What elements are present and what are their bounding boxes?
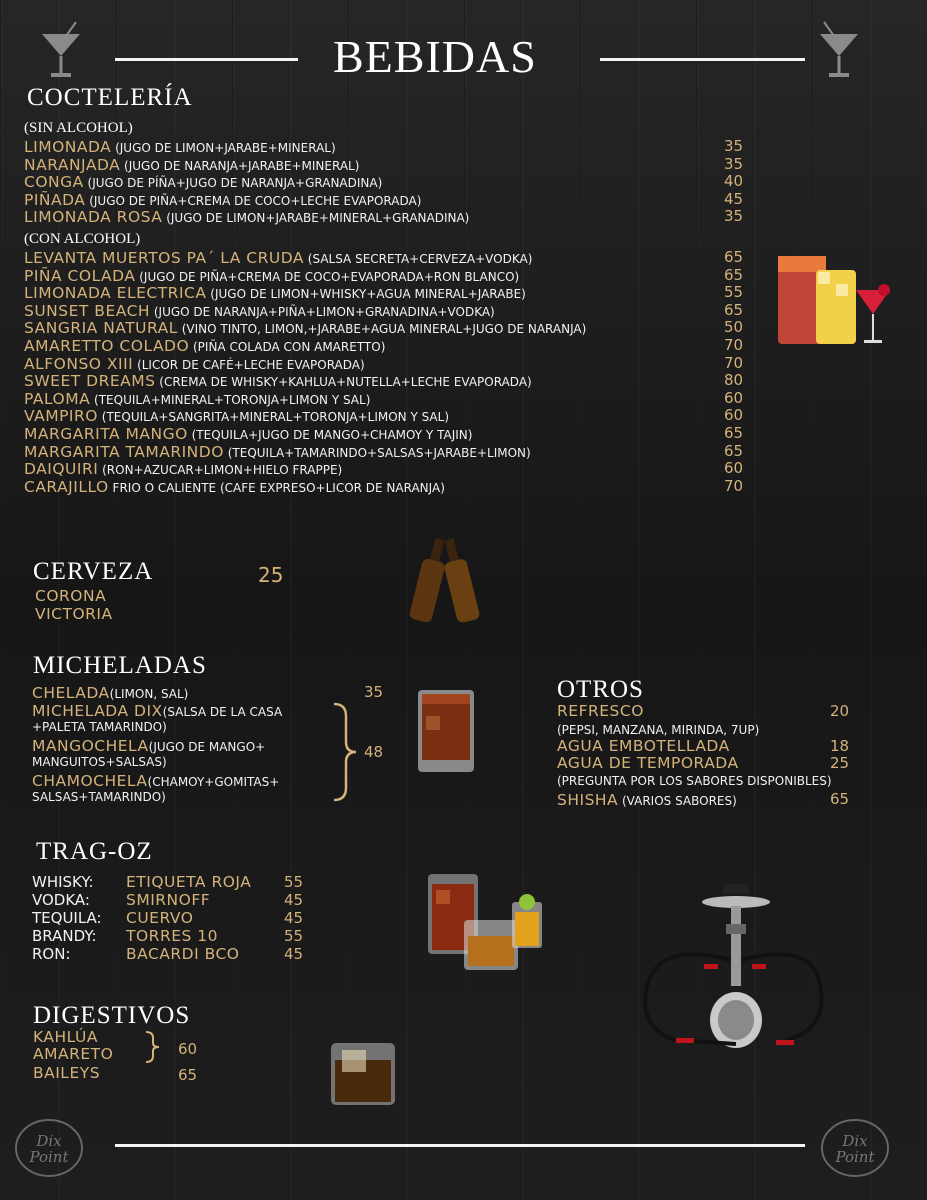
menu-item-price: 60 [724,388,744,407]
menu-item-name: SWEET DREAMS [24,372,156,391]
martini-icon-left [40,20,82,80]
michelada-dix-name: MICHELADA DIX [32,702,163,720]
menu-item-name: CARAJILLO [24,477,109,496]
martini-icon-right [818,20,860,80]
menu-item-desc: (LICOR DE CAFÉ+LECHE EVAPORADA) [133,357,365,372]
menu-item [24,266,519,284]
mangochela-item [32,736,265,755]
menu-item-desc: (SALSA SECRETA+CERVEZA+VODKA) [303,252,533,266]
trag-label: BRANDY: [32,927,97,945]
menu-item-price: 35 [724,154,744,173]
trag-brand: SMIRNOFF [126,891,211,909]
chelada-item [32,683,188,702]
menu-item-name: ALFONSO XIII [24,354,134,373]
trag-price: 55 [284,927,304,945]
menu-item-name: LIMONADA [24,138,112,156]
menu-item [24,283,526,301]
svg-text:Point: Point [835,1148,875,1166]
trag-brand: TORRES 10 [126,927,218,945]
menu-item-desc: (RON+AZUCAR+LIMON+HIELO FRAPPE) [98,463,343,478]
refresco-note: (PEPSI, MANZANA, MIRINDA, 7UP) [557,723,760,737]
menu-item-name: CONGA [24,173,84,191]
micheladas-group-price: 48 [364,743,384,761]
menu-item-desc: (TEQUILA+MINERAL+TORONJA+LIMON Y SAL) [90,392,371,407]
menu-item-name: SUNSET BEACH [24,301,151,320]
amareto-name: AMARETO [33,1045,114,1063]
menu-item-desc: (JUGO DE LIMON+WHISKY+AGUA MINERAL+JARABE) [206,287,526,302]
chamochela-desc2: SALSAS+TAMARINDO) [32,790,166,804]
page-title: BEBIDAS [333,31,537,82]
michelada-dix-desc: (SALSA DE LA CASA [162,705,283,719]
menu-item-desc: (JUGO DE NARANJA+PIÑA+LIMON+GRANADINA+VODKA) [150,304,495,319]
agua-temporada-name: AGUA DE TEMPORADA [557,754,739,772]
menu-item [24,207,469,225]
cocktails-image [772,222,897,350]
menu-item-price: 35 [724,207,744,225]
hookah-image [616,880,836,1055]
cocteleria-heading: COCTELERÍA [27,84,193,111]
menu-item-price: 65 [724,441,744,460]
menu-item [24,406,449,424]
trag-price: 45 [284,945,304,963]
dix-point-logo-right [820,1118,890,1178]
shisha-item [557,790,737,809]
chamochela-name: CHAMOCHELA [32,772,148,790]
trag-label: VODKA: [32,891,90,909]
trag-label: RON: [32,945,71,963]
kahlua-name: KAHLÚA [33,1028,98,1046]
chamochela-desc: (CHAMOY+GOMITAS+ [147,775,280,789]
menu-item [24,172,382,190]
menu-item-desc: (JUGO DE PÍÑA+JUGO DE NARANJA+GRANADINA) [83,176,383,190]
header-rule-right [600,58,805,61]
menu-item [24,248,532,266]
trag-brand: CUERVO [126,909,194,927]
menu-item-desc: (CREMA DE WHISKY+KAHLUA+NUTELLA+LECHE EVAPORADA) [155,375,532,390]
menu-item-price: 60 [724,406,744,425]
menu-item [24,477,445,495]
menu-item-desc: (JUGO DE PIÑA+CREMA DE COCO+EVAPORADA+RON BLANCO) [135,269,520,284]
refresco-price: 20 [830,702,850,720]
footer-rule [115,1144,805,1147]
cerveza-heading: CERVEZA [33,558,154,585]
whisky-glass-image [328,1040,398,1108]
menu-item-name: PIÑADA [24,190,86,209]
header-rule-left [115,58,298,61]
menu-item-name: PALOMA [24,389,91,408]
menu-item-name: NARANJADA [24,155,121,174]
menu-item-price: 65 [724,265,744,284]
menu-item-price: 60 [724,459,744,478]
baileys-price: 65 [178,1066,198,1084]
menu-item-price: 70 [724,476,744,495]
menu-item-name: AMARETTO COLADO [24,337,190,355]
menu-item-desc: FRIO O CALIENTE (CAFE EXPRESO+LICOR DE NARANJA) [108,480,445,495]
menu-item-desc: (JUGO DE LIMON+JARABE+MINERAL) [111,141,336,155]
menu-item [24,190,421,208]
trag-label: TEQUILA: [32,909,102,927]
menu-item [24,137,336,155]
otros-heading: OTROS [557,676,644,703]
menu-item-name: LEVANTA MUERTOS PA´ LA CRUDA [24,249,304,267]
menu-item-name: MARGARITA MANGO [24,425,188,443]
trag-label: WHISKY: [32,873,94,891]
menu-item-price: 80 [724,371,744,390]
menu-item-name: VAMPIRO [24,407,98,426]
trag-price: 55 [284,873,304,891]
menu-item [24,301,495,319]
menu-item [24,424,472,442]
menu-item-name: DAIQUIRI [24,460,99,479]
trag-price: 45 [284,891,304,909]
menu-item [24,459,342,477]
chelada-name: CHELADA [32,684,110,702]
agua-temporada-note: (PREGUNTA POR LOS SABORES DISPONIBLES) [557,774,832,788]
menu-item-desc: (JUGO DE NARANJA+JARABE+MINERAL) [120,158,360,173]
menu-item-price: 65 [724,424,744,442]
menu-item-price: 50 [724,318,744,337]
cerveza-item: VICTORIA [35,605,113,623]
chamochela-item [32,771,279,790]
menu-item [24,442,531,460]
beer-bottles-image [405,536,487,626]
mangochela-desc2: MANGUITOS+SALSAS) [32,755,167,769]
trag-brand: ETIQUETA ROJA [126,873,252,891]
menu-item [24,318,586,336]
dix-point-logo-left [14,1118,84,1178]
menu-item-name: LIMONADA ELECTRICA [24,284,207,303]
menu-item-price: 70 [724,353,744,372]
menu-item [24,371,532,389]
agua-temporada-price: 25 [830,754,850,772]
agua-embotellada-price: 18 [830,737,850,755]
menu-item-price: 55 [724,283,744,302]
con-alcohol-label: (CON ALCOHOL) [24,231,141,247]
menu-item-price: 35 [724,137,744,155]
digestivos-group-price: 60 [178,1040,198,1058]
trag-brand: BACARDI BCO [126,945,240,963]
menu-item-desc: (JUGO DE PIÑA+CREMA DE COCO+LECHE EVAPORADA) [85,193,422,208]
menu-item-price: 70 [724,336,744,354]
menu-item-desc: (TEQUILA+JUGO DE MANGO+CHAMOY Y TAJIN) [187,428,473,442]
group-brace [330,702,360,802]
menu-item-desc: (PIÑA COLADA CON AMARETTO) [189,340,386,354]
cerveza-price: 25 [258,563,284,587]
menu-item-desc: (JUGO DE LIMON+JARABE+MINERAL+GRANADINA) [162,211,470,225]
menu-item-desc: (TEQUILA+SANGRITA+MINERAL+TORONJA+LIMON Y SAL) [97,410,450,425]
svg-text:Dix: Dix [842,1132,868,1150]
svg-text:Point: Point [29,1148,69,1166]
trag-oz-heading: TRAG-OZ [36,838,153,865]
shisha-note: (VARIOS SABORES) [618,794,737,808]
mangochela-desc: (JUGO DE MANGO+ [148,740,266,754]
menu-item [24,155,359,173]
menu-item-price: 65 [724,248,744,266]
chelada-desc: (LIMON, SAL) [109,687,189,701]
michelada-dix-desc2: +PALETA TAMARINDO) [32,720,167,734]
agua-embotellada-name: AGUA EMBOTELLADA [557,737,730,755]
menu-item-name: SANGRIA NATURAL [24,319,178,338]
cerveza-item: CORONA [35,587,107,605]
menu-item [24,389,370,407]
sin-alcohol-label: (SIN ALCOHOL) [24,120,133,136]
menu-item-name: MARGARITA TAMARINDO [24,442,224,461]
shisha-price: 65 [830,790,850,808]
shot-glasses-image [424,866,548,978]
mangochela-name: MANGOCHELA [32,737,149,755]
menu-item-desc: (TEQUILA+TAMARINDO+SALSAS+JARABE+LIMON) [223,445,531,460]
trag-price: 45 [284,909,304,927]
menu-item-desc: (VINO TINTO, LIMON,+JARABE+AGUA MINERAL+JUGO DE NARANJA) [177,322,587,337]
digestivos-brace [144,1030,162,1064]
shisha-name: SHISHA [557,791,619,809]
menu-item [24,354,365,372]
menu-item-price: 45 [724,189,744,208]
baileys-name: BAILEYS [33,1064,101,1082]
menu-item-price: 40 [724,172,744,190]
micheladas-heading: MICHELADAS [33,652,207,679]
michelada-glass-image [414,686,478,776]
menu-item-name: PIÑA COLADA [24,266,136,285]
menu-item-price: 65 [724,300,744,319]
refresco-name: REFRESCO [557,702,644,720]
menu-item-name: LIMONADA ROSA [24,208,163,226]
michelada-dix-item [32,701,282,720]
digestivos-heading: DIGESTIVOS [33,1002,191,1029]
svg-text:Dix: Dix [36,1132,62,1150]
menu-item [24,336,385,354]
chelada-price: 35 [364,683,384,701]
